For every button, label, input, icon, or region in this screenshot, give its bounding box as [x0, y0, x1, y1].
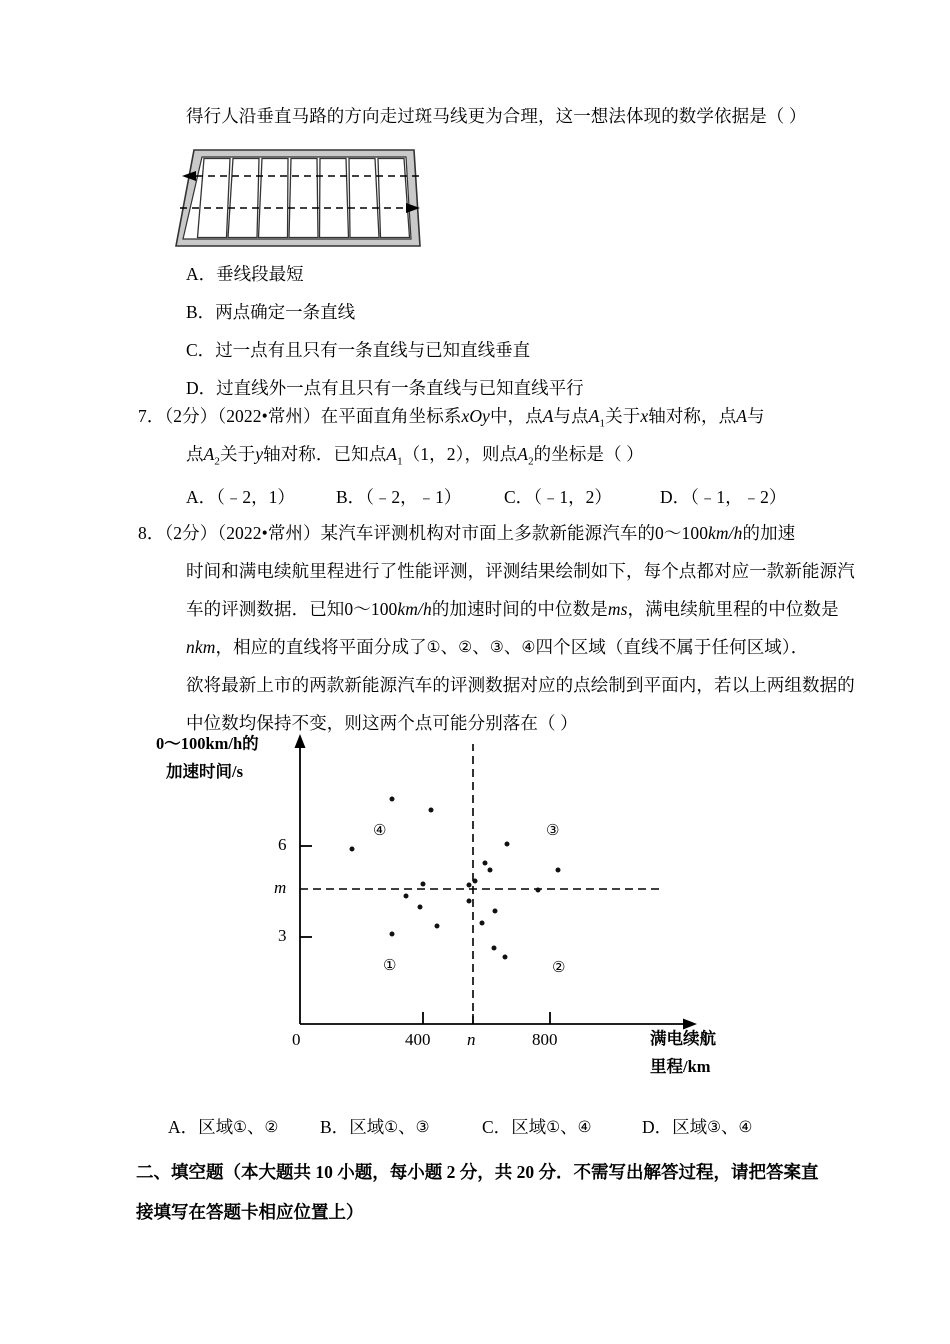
chart-data-point: [421, 881, 426, 886]
chart-region-label-1: ①: [383, 958, 397, 974]
section2-heading-line2: 接填写在答题卡相应位置上）: [136, 1202, 364, 1222]
q7-sub3: 1: [397, 455, 403, 468]
q8-unit1: km/h: [708, 523, 743, 543]
q8-range1: 0～100: [655, 523, 709, 543]
question7-source: （2022•常州）: [217, 406, 321, 426]
chart-data-point: [493, 909, 498, 914]
circled-number-2: ②: [264, 1118, 279, 1136]
question7-number: 7．: [138, 406, 165, 426]
option-key: B．: [320, 1117, 350, 1137]
q7-t10: ，则点: [464, 444, 518, 464]
question8-option-a[interactable]: [168, 1114, 320, 1139]
chart-ytick-3: 3: [278, 926, 287, 945]
q7-sub4: 2: [528, 455, 534, 468]
q8-t3: 车的评测数据．已知: [186, 599, 345, 619]
chart-ytick-m: m: [274, 878, 287, 897]
question8-options-row: [168, 1114, 752, 1139]
chart-data-point: [536, 887, 541, 892]
chart-xtick-n: n: [467, 1030, 476, 1049]
option-key: B．: [336, 487, 366, 507]
chart-data-point: [473, 878, 478, 883]
chart-xtick-0: 0: [292, 1030, 301, 1049]
question8-option-d[interactable]: [642, 1114, 752, 1139]
question8-line2: 时间和满电续航里程进行了性能评测，评测结果绘制如下，每个点都对应一款新能源汽: [186, 561, 855, 581]
q8-median-ms: ms: [607, 599, 628, 619]
chart-data-point: [503, 954, 508, 959]
q7-t5: 轴对称，点: [648, 406, 737, 426]
option-key: A．: [168, 1117, 199, 1137]
option-key: A．: [186, 487, 217, 507]
option-key: A．: [186, 264, 217, 284]
chart-data-point: [466, 882, 471, 887]
q8-t4: 的加速时间的中位数是: [431, 599, 608, 619]
q7-t1: 在平面直角坐标系: [320, 406, 462, 426]
section2-heading-line1: 二、填空题（本大题共 10 小题，每小题 2 分，共 20 分．不需写出解答过程，请把答案直: [136, 1162, 819, 1182]
q7-t6: 与: [747, 406, 765, 426]
q8-t6: ，相应的直线将平面分成了: [215, 637, 427, 657]
crosswalk-zebra-stripes-diagram: [168, 146, 423, 254]
circled-number-3: ③: [415, 1118, 430, 1136]
option-text: 过一点有且只有一条直线与已知直线垂直: [215, 340, 531, 360]
option-key: D．: [186, 378, 217, 398]
chart-data-point: [556, 868, 561, 873]
chart-data-point: [491, 945, 496, 950]
question7-line1: [138, 408, 765, 430]
chart-ylabel-line2: 加速时间/s: [166, 762, 244, 781]
circled-number-1: ①: [384, 1118, 399, 1136]
question7-option-a[interactable]: [186, 484, 336, 509]
q7-sub2: 2: [214, 455, 221, 468]
chart-xlabel-line1: 满电续航: [650, 1029, 716, 1048]
option-prefix: 区域: [198, 1117, 234, 1137]
q7-xoy: xOy: [461, 406, 490, 426]
question7-options-row: [186, 484, 786, 509]
q7-t9: 轴对称．已知点: [263, 444, 387, 464]
question7-line2: [186, 446, 644, 468]
chart-region-label-4: ④: [373, 823, 387, 839]
option-text: （﹣2，﹣1）: [365, 487, 462, 507]
chart-ytick-6: 6: [278, 835, 287, 854]
chart-data-point: [404, 894, 409, 899]
chart-data-point: [482, 860, 487, 865]
chart-data-point: [428, 807, 433, 812]
q8-median-nkm: nkm: [186, 637, 216, 657]
chart-data-point: [389, 796, 394, 801]
q8-unit2: km/h: [397, 599, 432, 619]
q7-t8: 关于: [220, 444, 256, 464]
chart-xlabel-line2: 里程/km: [650, 1057, 711, 1076]
circled-number-3: ③: [707, 1118, 722, 1136]
option-sep: 、: [398, 1117, 416, 1137]
question8-option-b[interactable]: [320, 1114, 482, 1139]
option-text: 两点确定一条直线: [215, 302, 356, 322]
q7-t2: 中，点: [489, 406, 543, 426]
circled-number-1: ①: [233, 1118, 248, 1136]
option-text: （﹣2，1）: [216, 487, 295, 507]
chart-xtick-800: 800: [532, 1030, 558, 1049]
question8-line4: [186, 639, 808, 657]
option-sep: 、: [247, 1117, 265, 1137]
option-text: （﹣1，2）: [533, 487, 612, 507]
q7-point-A-b: A: [736, 406, 748, 426]
circled-number-2: ②: [458, 638, 473, 656]
question6-option-c[interactable]: [186, 337, 530, 362]
chart-data-point: [434, 924, 439, 929]
option-key: C．: [482, 1117, 512, 1137]
q8-sep3: 、: [503, 637, 522, 657]
q8-range2: 0～100: [344, 599, 398, 619]
q7-axis-x: x: [640, 406, 649, 426]
circled-number-4: ④: [521, 638, 536, 656]
chart-ylabel-line1: 0～100km/h的: [156, 734, 259, 753]
option-prefix: 区域: [672, 1117, 708, 1137]
circled-number-3: ③: [489, 638, 504, 656]
question8-number: 8．: [138, 523, 165, 543]
chart-data-point: [504, 842, 509, 847]
chart-xtick-400: 400: [405, 1030, 431, 1049]
question8-line1: [138, 525, 795, 543]
question7-option-c[interactable]: [504, 484, 660, 509]
q7-point-A2-b: A: [517, 444, 529, 464]
q8-t1: 某汽车评测机构对市面上多款新能源汽车的: [320, 523, 656, 543]
circled-number-1: ①: [546, 1118, 561, 1136]
chart-points-layer: [150, 728, 770, 1118]
chart-data-point: [466, 898, 471, 903]
option-key: C．: [504, 487, 534, 507]
chart-region-label-2: ②: [552, 960, 566, 976]
option-prefix: 区域: [511, 1117, 547, 1137]
question8-line5: 欲将最新上市的两款新能源汽车的评测数据对应的点绘制到平面内，若以上两组数据的: [186, 675, 855, 695]
question7-option-b[interactable]: [336, 484, 504, 509]
option-text: 过直线外一点有且只有一条直线与已知直线平行: [216, 378, 584, 398]
option-key: C．: [186, 340, 216, 360]
q7-t3: 与点: [553, 406, 589, 426]
question7-option-d[interactable]: [660, 484, 786, 509]
q8-t2: 的加速: [742, 523, 796, 543]
option-prefix: 区域: [349, 1117, 385, 1137]
q7-point-A: A: [542, 406, 554, 426]
question6-option-b[interactable]: [186, 299, 355, 324]
q7-point-A1: A: [588, 406, 600, 426]
question8-source: （2022•常州）: [217, 523, 321, 543]
q8-t7: 四个区域（直线不属于任何区域）．: [535, 637, 809, 657]
scatter-chart-ev-performance: [150, 728, 770, 1118]
option-key: B．: [186, 302, 216, 322]
q7-point-A2: A: [203, 444, 215, 464]
option-text: （﹣1，﹣2）: [690, 487, 787, 507]
q8-t5: ，满电续航里程的中位数是: [627, 599, 839, 619]
question8-option-c[interactable]: [482, 1114, 642, 1139]
q7-t4: 关于: [605, 406, 641, 426]
chart-data-point: [390, 931, 395, 936]
circled-number-1: ①: [426, 638, 441, 656]
q8-sep2: 、: [472, 637, 490, 657]
chart-region-label-3: ③: [546, 823, 560, 839]
option-sep: 、: [560, 1117, 578, 1137]
chart-data-point: [350, 847, 355, 852]
option-key: D．: [642, 1117, 673, 1137]
chart-data-point: [480, 921, 485, 926]
question6-stem-tail: 得行人沿垂直马路的方向走过斑马线更为合理，这一想法体现的数学依据是（ ）: [186, 106, 807, 126]
chart-data-point: [488, 868, 493, 873]
question8-line6: 中位数均保持不变，则这两个点可能分别落在（ ）: [186, 713, 578, 733]
circled-number-4: ④: [577, 1118, 592, 1136]
option-key: D．: [660, 487, 691, 507]
option-sep: 、: [721, 1117, 739, 1137]
q7-t7: 点: [186, 444, 204, 464]
q7-point-A1-b: A: [386, 444, 398, 464]
q7-sub1: 1: [599, 417, 606, 430]
q7-t11: 的坐标是（ ）: [533, 444, 644, 464]
question8-score: （2分）: [164, 523, 218, 543]
option-text: 垂线段最短: [216, 264, 304, 284]
chart-data-point: [417, 904, 422, 909]
q8-sep1: 、: [440, 637, 459, 657]
question8-line3: [186, 601, 839, 619]
question7-score: （2分）: [164, 406, 218, 426]
q7-coord: （1，2）: [402, 444, 465, 464]
question6-option-d[interactable]: [186, 375, 584, 400]
circled-number-4: ④: [738, 1118, 753, 1136]
q7-axis-y: y: [255, 444, 264, 464]
question6-option-a[interactable]: [186, 261, 304, 286]
